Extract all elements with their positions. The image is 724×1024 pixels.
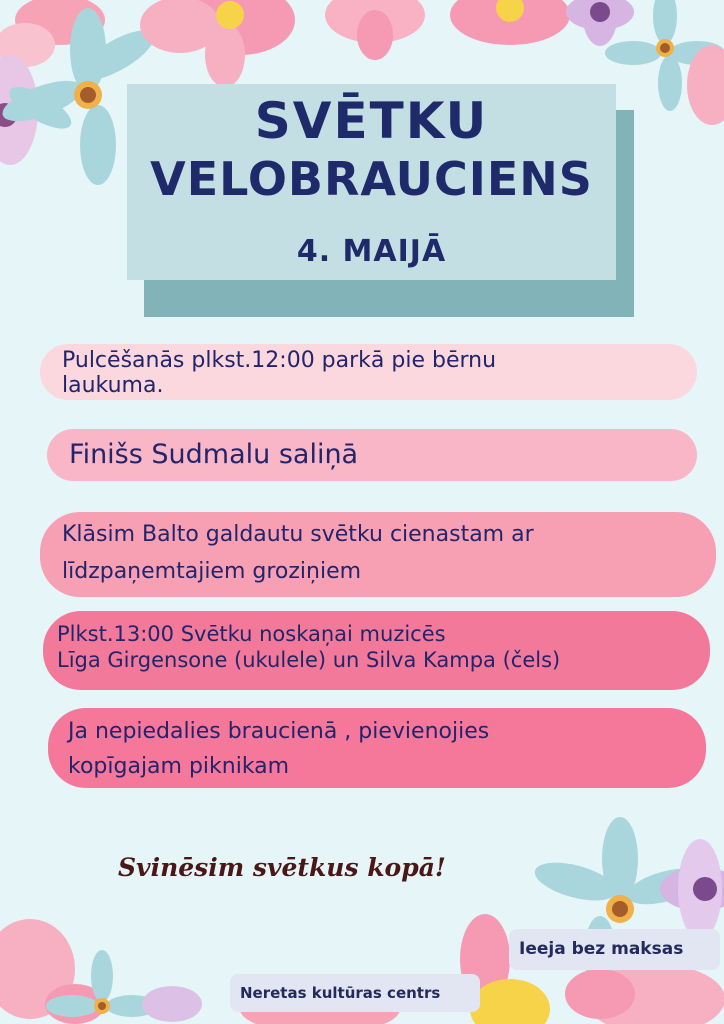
slogan: Svinēsim svētkus kopā! <box>118 853 446 882</box>
event-date: 4. MAIJĀ <box>296 234 447 269</box>
purple-flower-icon <box>566 0 634 46</box>
info-finish <box>47 429 697 481</box>
event-title-line1: SVĒTKU <box>254 92 489 150</box>
purple-flower-icon <box>660 839 724 939</box>
info-picnic-line2: kopīgajam piknikam <box>68 754 290 780</box>
pink-flower-icon <box>140 0 570 87</box>
info-table <box>40 512 716 597</box>
info-table-line1: Klāsim Balto galdautu svētku cienastam ar <box>62 522 534 547</box>
title-banner <box>127 84 616 280</box>
purple-flower-icon <box>142 986 202 1022</box>
pink-flower-icon <box>565 964 724 1024</box>
info-music-line2: Līga Girgensone (ukulele) un Silva Kampa (čels) <box>57 648 561 673</box>
info-music-line1: Plkst.13:00 Svētku noskaņai muzicēs <box>57 622 446 646</box>
info-gathering <box>40 344 697 400</box>
info-gathering-line2: laukuma. <box>62 373 164 399</box>
info-finish-text: Finišs Sudmalu saliņā <box>69 439 359 470</box>
event-title-line2: VELOBRAUCIENS <box>150 152 593 206</box>
info-table-line2: līdzpaņemtajiem groziņiem <box>62 559 362 585</box>
info-picnic-line1: Ja nepiedalies braucienā , pievienojies <box>68 719 490 744</box>
info-music <box>43 611 710 690</box>
info-gathering-line1: Pulcēšanās plkst.12:00 parkā pie bērnu <box>62 348 497 373</box>
info-picnic <box>48 708 706 788</box>
entry-badge: Ieeja bez maksas <box>509 929 720 970</box>
organizer-badge: Neretas kultūras centrs <box>230 974 480 1012</box>
